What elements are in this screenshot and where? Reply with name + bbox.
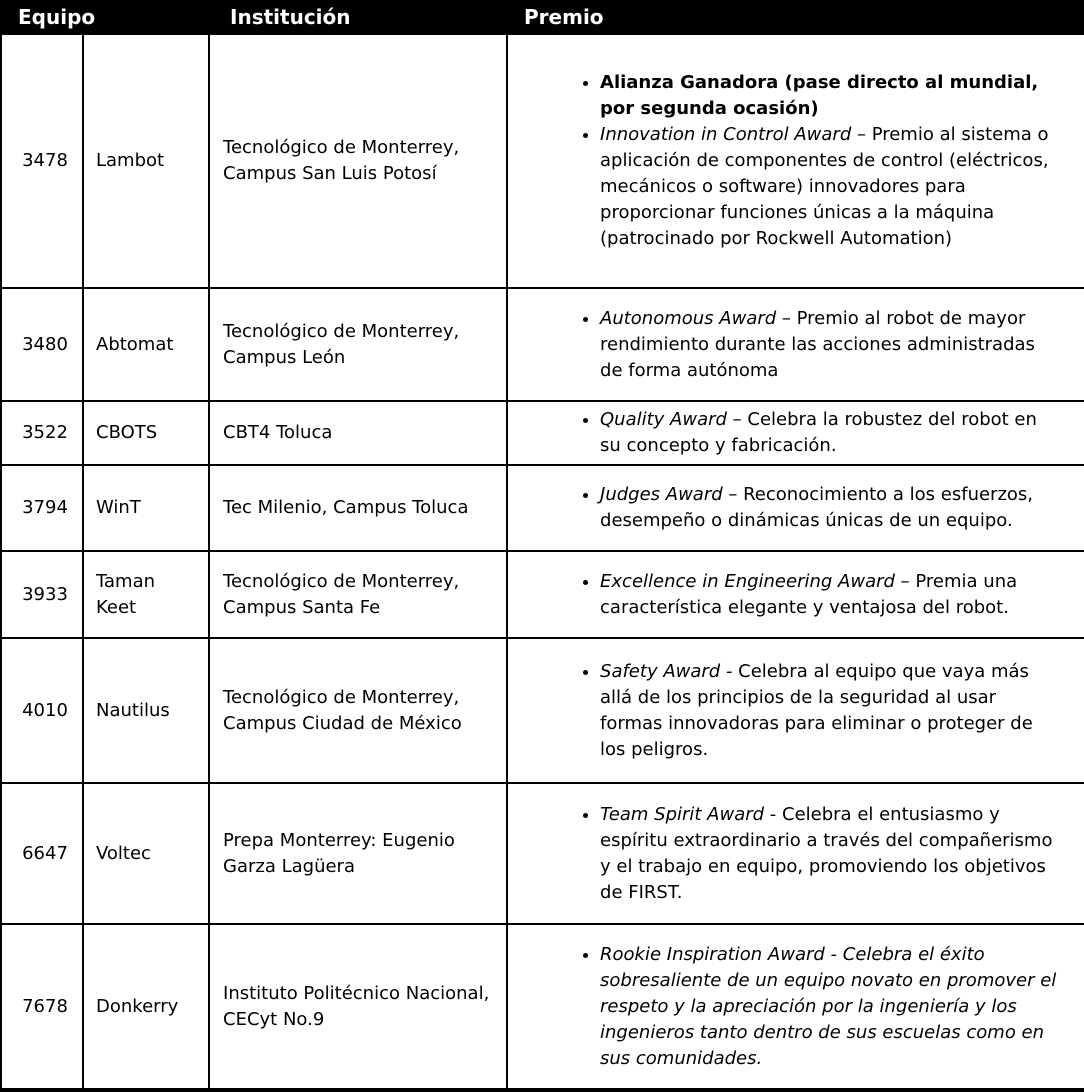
institution: Prepa Monterrey: Eugenio Garza Lagüera — [209, 783, 507, 924]
institution: CBT4 Toluca — [209, 401, 507, 465]
award-title: Quality Award — [600, 409, 727, 430]
award-list — [508, 407, 1060, 459]
header-premio: Premio — [507, 1, 1084, 34]
table-row — [1, 783, 1084, 924]
team-name: Nautilus — [83, 638, 209, 783]
team-number: 3478 — [1, 34, 83, 288]
table-body — [1, 34, 1084, 1090]
team-number: 3480 — [1, 288, 83, 401]
award-description: - Celebra el entusiasmo y espíritu extraordinario a través del compañerismo y el trabajo en equipo, promoviendo los objetivos de FIRST. — [600, 803, 1053, 903]
award-item — [600, 569, 1060, 621]
award-title: Innovation in Control Award — [600, 124, 852, 145]
award-title: Excellence in Engineering Award — [600, 570, 895, 592]
institution: Tec Milenio, Campus Toluca — [209, 465, 507, 551]
table-row — [1, 34, 1084, 288]
premio-cell — [507, 783, 1084, 924]
award-list — [508, 70, 1060, 252]
table-row — [1, 288, 1084, 401]
team-name: Abtomat — [83, 288, 209, 401]
award-item — [600, 306, 1060, 384]
table-row — [1, 638, 1084, 783]
award-item — [600, 407, 1060, 459]
award-description: – Celebra la robustez del robot en su concepto y fabricación. — [600, 409, 1037, 456]
institution: Instituto Politécnico Nacional, CECyt No.9 — [209, 924, 507, 1090]
award-list — [508, 659, 1060, 763]
table-row — [1, 401, 1084, 465]
award-description: Alianza Ganadora (pase directo al mundial, por segunda ocasión) — [600, 72, 1039, 119]
premio-cell — [507, 401, 1084, 465]
award-title: Team Spirit Award — [600, 803, 765, 825]
premio-cell — [507, 551, 1084, 638]
award-list — [508, 482, 1060, 534]
team-name: CBOTS — [83, 401, 209, 465]
premio-cell — [507, 638, 1084, 783]
team-number: 3794 — [1, 465, 83, 551]
institution: Tecnológico de Monterrey, Campus León — [209, 288, 507, 401]
award-title: Judges Award — [600, 484, 723, 505]
team-number: 3522 — [1, 401, 83, 465]
premio-cell — [507, 465, 1084, 551]
award-list — [508, 306, 1060, 384]
premio-cell — [507, 924, 1084, 1090]
premio-cell — [507, 34, 1084, 288]
award-description: - Celebra el éxito sobresaliente de un equipo novato en promover el respeto y la apreciación por la ingeniería y los ingenieros tanto dentro de sus escuelas como en sus comunidades. — [600, 943, 1057, 1069]
team-name: Donkerry — [83, 924, 209, 1090]
award-item — [600, 70, 1060, 122]
premio-cell — [507, 288, 1084, 401]
team-name: Voltec — [83, 783, 209, 924]
table-row — [1, 551, 1084, 638]
team-number: 6647 — [1, 783, 83, 924]
award-description: - Celebra al equipo que vaya más allá de los principios de la seguridad al usar formas innovadoras para eliminar o proteger de los peligros. — [600, 660, 1033, 760]
award-item — [600, 482, 1060, 534]
award-list — [508, 569, 1060, 621]
team-name: Taman Keet — [83, 551, 209, 638]
header-equipo: Equipo — [1, 1, 209, 34]
team-number: 7678 — [1, 924, 83, 1090]
team-name: Lambot — [83, 34, 209, 288]
award-title: Autonomous Award — [600, 307, 777, 329]
award-title: Safety Award — [600, 660, 721, 682]
team-number: 4010 — [1, 638, 83, 783]
award-list — [508, 802, 1060, 906]
institution: Tecnológico de Monterrey, Campus Santa Fe — [209, 551, 507, 638]
award-title: Rookie Inspiration Award — [600, 943, 825, 965]
award-item — [600, 659, 1060, 763]
header-institucion: Institución — [209, 1, 507, 34]
award-item — [600, 122, 1060, 252]
table-row — [1, 465, 1084, 551]
award-list — [508, 942, 1060, 1072]
table-row — [1, 924, 1084, 1090]
award-description: – Premia una característica elegante y ventajosa del robot. — [600, 570, 1018, 618]
team-number: 3933 — [1, 551, 83, 638]
institution: Tecnológico de Monterrey, Campus Ciudad de México — [209, 638, 507, 783]
table-header — [1, 1, 1084, 34]
award-item — [600, 802, 1060, 906]
award-item — [600, 942, 1060, 1072]
award-description: – Reconocimiento a los esfuerzos, desempeño o dinámicas únicas de un equipo. — [600, 484, 1034, 531]
award-description: – Premio al robot de mayor rendimiento durante las acciones administradas de forma autónoma — [600, 307, 1035, 381]
institution: Tecnológico de Monterrey, Campus San Luis Potosí — [209, 34, 507, 288]
team-name: WinT — [83, 465, 209, 551]
award-description: – Premio al sistema o aplicación de componentes de control (eléctricos, mecánicos o software) innovadores para proporcionar funciones únicas a la máquina (patrocinado por Rockwell Automation) — [600, 124, 1049, 249]
